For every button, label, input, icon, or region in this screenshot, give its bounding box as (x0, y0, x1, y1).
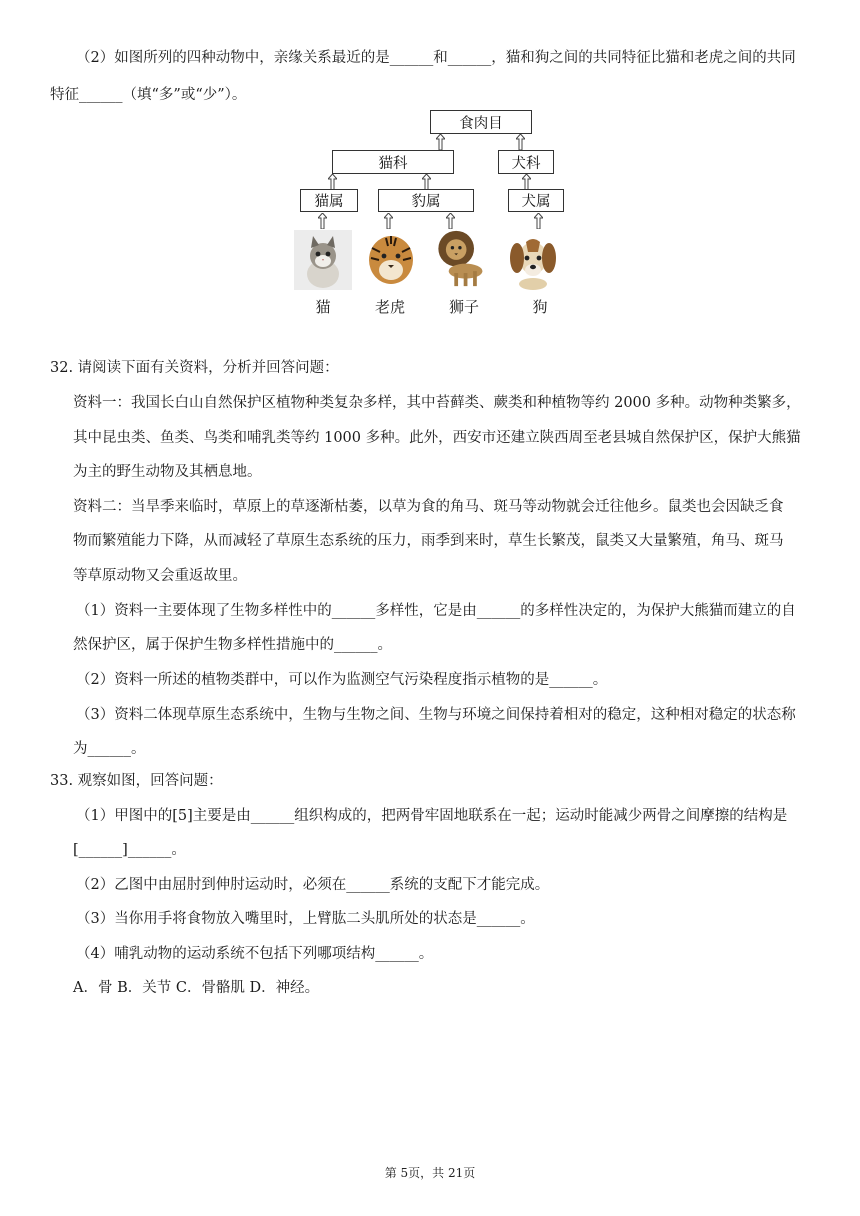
page-footer: 第 5页，共 21页 (384, 1166, 476, 1180)
animal-label-lion: 狮子 (448, 298, 479, 316)
genus-cat-box: 猫属 (300, 189, 358, 212)
q33-part1-line2: [______]______。 (73, 842, 186, 858)
family-dog-box: 犬科 (498, 150, 554, 174)
q33-options: A．骨 B．关节 C．骨骼肌 D．神经。 (73, 980, 320, 996)
classification-diagram (290, 108, 570, 322)
tiger-image (362, 230, 420, 290)
q32-material1-line1: 资料一：我国长白山自然保护区植物种类复杂多样，其中苔藓类、蕨类和种植物等约 2000 多种。动物种类繁多， (73, 395, 801, 411)
arrow-up-icon (516, 134, 525, 150)
genus-leopard-box: 豹属 (378, 189, 474, 212)
q33-part1-line1: （1）甲图中的[5]主要是由______组织构成的，把两骨牢固地联系在一起；运动时能减少两骨之间摩擦的结构是 (76, 808, 788, 824)
dog-image (504, 230, 562, 290)
lion-image (430, 228, 488, 288)
q32-material2-line1: 资料二：当旱季来临时，草原上的草逐渐枯萎，以草为食的角马、斑马等动物就会迁往他乡。鼠类也会因缺乏食 (73, 499, 784, 515)
q32-part2: （2）资料一所述的植物类群中，可以作为监测空气污染程度指示植物的是______。 (76, 672, 608, 688)
q32-material1-line2: 其中昆虫类、鱼类、鸟类和哺乳类等约 1000 多种。此外，西安市还建立陕西周至老县城自然保护区，保护大熊猫 (73, 430, 801, 446)
family-cat-box: 猫科 (332, 150, 454, 174)
q31-part2-line1: （2）如图所列的四种动物中，亲缘关系最近的是______和______，猫和狗之间的共同特征比猫和老虎之间的共同 (76, 50, 796, 66)
q33-part2: （2）乙图中由屈肘到伸肘运动时，必须在______系统的支配下才能完成。 (76, 877, 550, 893)
q32-part3-line1: （3）资料二体现草原生态系统中，生物与生物之间、生物与环境之间保持着相对的稳定，这种相对稳定的状态称 (76, 707, 796, 723)
arrow-up-icon (522, 174, 531, 190)
arrow-up-icon (328, 174, 337, 190)
animal-label-cat: 猫 (315, 298, 331, 316)
q33-part3: （3）当你用手将食物放入嘴里时，上臂肱二头肌所处的状态是______。 (76, 911, 535, 927)
arrow-up-icon (436, 134, 445, 150)
q33-part4: （4）哺乳动物的运动系统不包括下列哪项结构______。 (76, 946, 434, 962)
q32-part3-line2: 为______。 (73, 741, 146, 757)
arrow-up-icon (384, 213, 393, 229)
genus-dog-box: 犬属 (508, 189, 564, 212)
q32-part1-line1: （1）资料一主要体现了生物多样性中的______多样性，它是由______的多样性决定的，为保护大熊猫而建立的自 (76, 603, 796, 619)
arrow-up-icon (534, 213, 543, 229)
arrow-up-icon (446, 213, 455, 229)
arrow-up-icon (318, 213, 327, 229)
q32-material1-line3: 为主的野生动物及其栖息地。 (73, 464, 262, 480)
q32-material2-line2: 物而繁殖能力下降，从而减轻了草原生态系统的压力，雨季到来时，草生长繁茂，鼠类又大量繁殖，角马、斑马 (73, 533, 784, 549)
q32-part1-line2: 然保护区，属于保护生物多样性措施中的______。 (73, 637, 392, 653)
q33-stem: 33. 观察如图，回答问题： (50, 773, 223, 789)
cat-image (294, 230, 352, 290)
arrow-up-icon (422, 174, 431, 190)
animal-label-tiger: 老虎 (374, 298, 405, 316)
animal-label-dog: 狗 (532, 298, 548, 316)
order-box: 食肉目 (430, 110, 532, 134)
q31-part2-line2: 特征______（填“多”或“少”）。 (50, 87, 247, 103)
q32-material2-line3: 等草原动物又会重返故里。 (73, 568, 247, 584)
q32-stem: 32. 请阅读下面有关资料，分析并回答问题： (50, 360, 339, 376)
